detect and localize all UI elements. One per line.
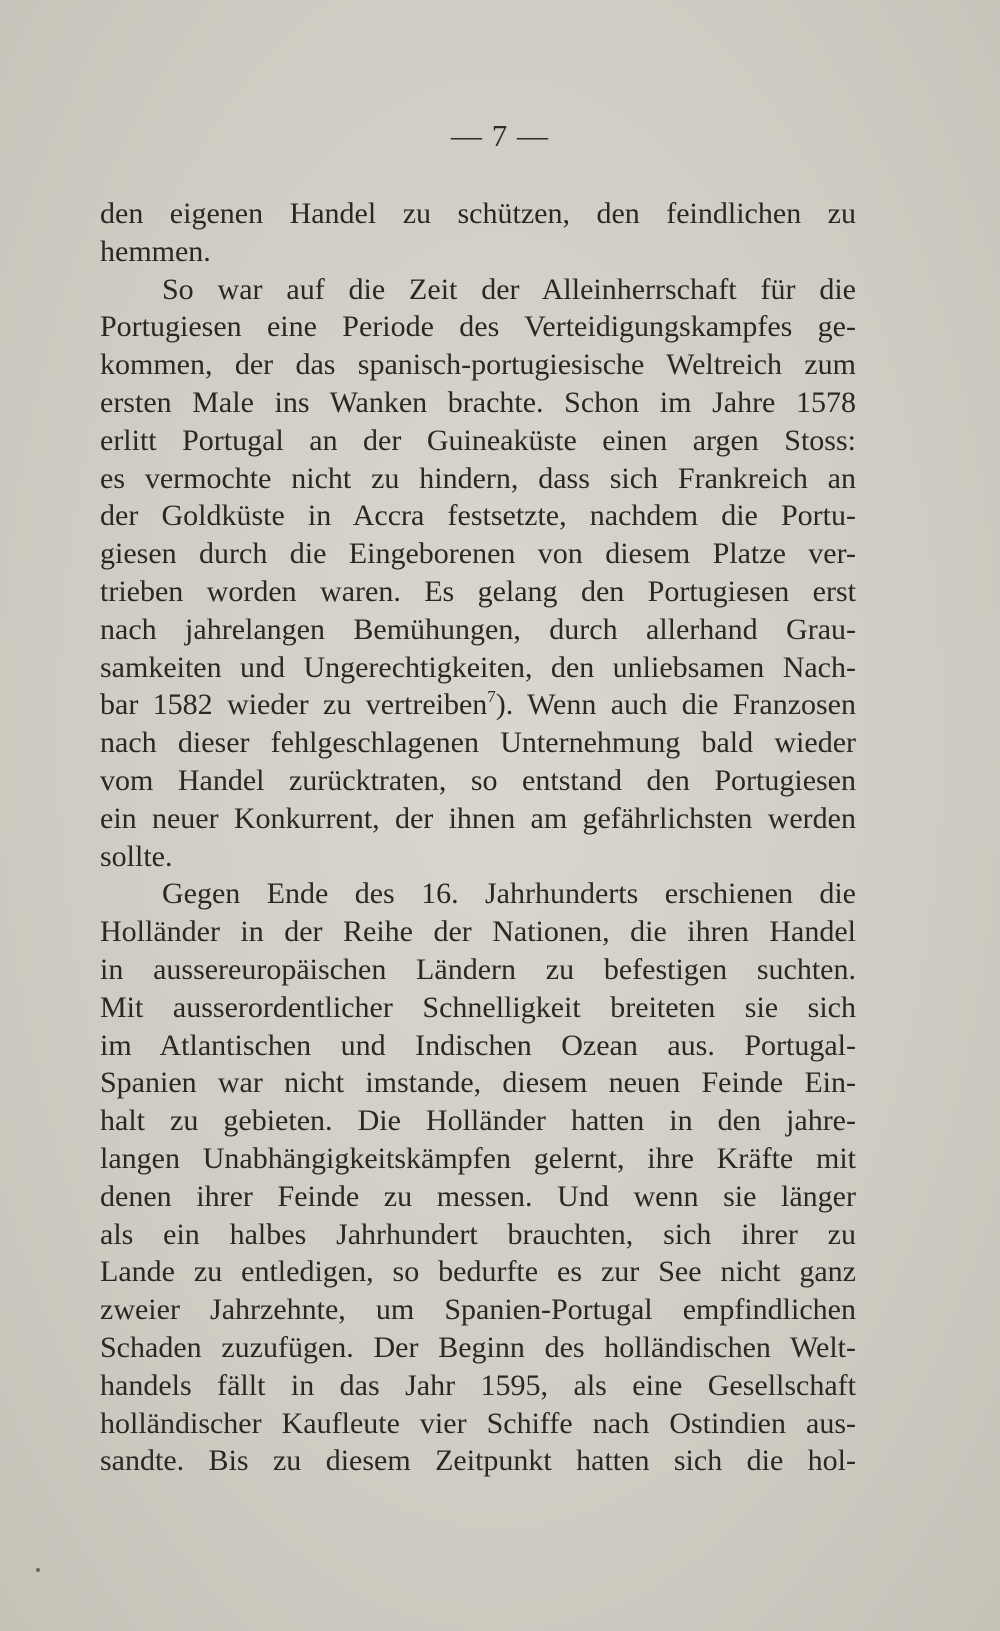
text-line: langen Unabhängigkeitskämpfen gelernt, ihre Kräfte mit	[100, 1141, 856, 1175]
paper-speck	[36, 1568, 40, 1572]
text-line: den eigenen Handel zu schützen, den feindlichen zu	[100, 197, 856, 230]
text-line: als ein halbes Jahrhundert brauchten, sich ihrer zu	[100, 1217, 856, 1251]
text-line: Portugiesen eine Periode des Verteidigungskampfes ge-	[100, 310, 856, 344]
text-line: So war auf die Zeit der Alleinherrschaft für die	[162, 272, 856, 306]
text-line: erlitt Portugal an der Guineaküste einen argen Stoss:	[100, 423, 856, 457]
text-line: vom Handel zurücktraten, so entstand den Portugiesen	[100, 763, 856, 797]
text-segment: ). Wenn auch die Franzosen	[495, 688, 856, 722]
text-line: Holländer in der Reihe der Nationen, die ihren Handel	[100, 915, 856, 949]
text-line: nach jahrelangen Bemühungen, durch allerhand Grau-	[100, 612, 856, 646]
page-number: — 7 —	[451, 118, 549, 153]
text-line: der Goldküste in Accra festsetzte, nachdem die Portu-	[100, 499, 856, 533]
text-line	[100, 686, 856, 724]
text-line: kommen, der das spanisch-portugiesische Weltreich zum	[100, 348, 856, 382]
text-line: Spanien war nicht imstande, diesem neuen Feinde Ein-	[100, 1066, 856, 1100]
text-line: denen ihrer Feinde zu messen. Und wenn sie länger	[100, 1179, 856, 1213]
body-text	[100, 195, 856, 1480]
text-line: ersten Male ins Wanken brachte. Schon im Jahre 1578	[100, 385, 856, 419]
text-line: zweier Jahrzehnte, um Spanien-Portugal empfindlichen	[100, 1293, 856, 1327]
text-line: samkeiten und Ungerechtigkeiten, den unliebsamen Nach-	[100, 650, 856, 684]
text-line: hemmen.	[100, 234, 211, 268]
text-line: in aussereuropäischen Ländern zu befestigen suchten.	[100, 952, 856, 986]
text-line: sollte.	[100, 839, 173, 873]
text-line: Schaden zuzufügen. Der Beginn des holländischen Welt-	[100, 1330, 856, 1364]
text-line: Mit ausserordentlicher Schnelligkeit breiteten sie sich	[100, 990, 856, 1024]
text-line: holländischer Kaufleute vier Schiffe nach Ostindien aus-	[100, 1406, 856, 1440]
text-line: handels fällt in das Jahr 1595, als eine Gesellschaft	[100, 1368, 856, 1402]
text-line: giesen durch die Eingeborenen von diesem Platze ver-	[100, 537, 856, 571]
text-line: im Atlantischen und Indischen Ozean aus. Portugal-	[100, 1028, 856, 1062]
text-line: halt zu gebieten. Die Holländer hatten in den jahre-	[100, 1104, 856, 1138]
text-line: nach dieser fehlgeschlagenen Unternehmung bald wieder	[100, 726, 856, 760]
text-line: ein neuer Konkurrent, der ihnen am gefährlichsten werden	[100, 801, 856, 835]
text-segment: bar 1582 wieder zu vertreiben	[100, 688, 488, 722]
text-line: es vermochte nicht zu hindern, dass sich Frankreich an	[100, 461, 856, 495]
footnote-marker: 7	[487, 687, 496, 707]
text-line: trieben worden waren. Es gelang den Portugiesen erst	[100, 574, 856, 608]
text-line: sandte. Bis zu diesem Zeitpunkt hatten sich die hol-	[100, 1444, 856, 1478]
text-line: Lande zu entledigen, so bedurfte es zur See nicht ganz	[100, 1255, 856, 1289]
text-line: Gegen Ende des 16. Jahrhunderts erschienen die	[162, 877, 856, 911]
